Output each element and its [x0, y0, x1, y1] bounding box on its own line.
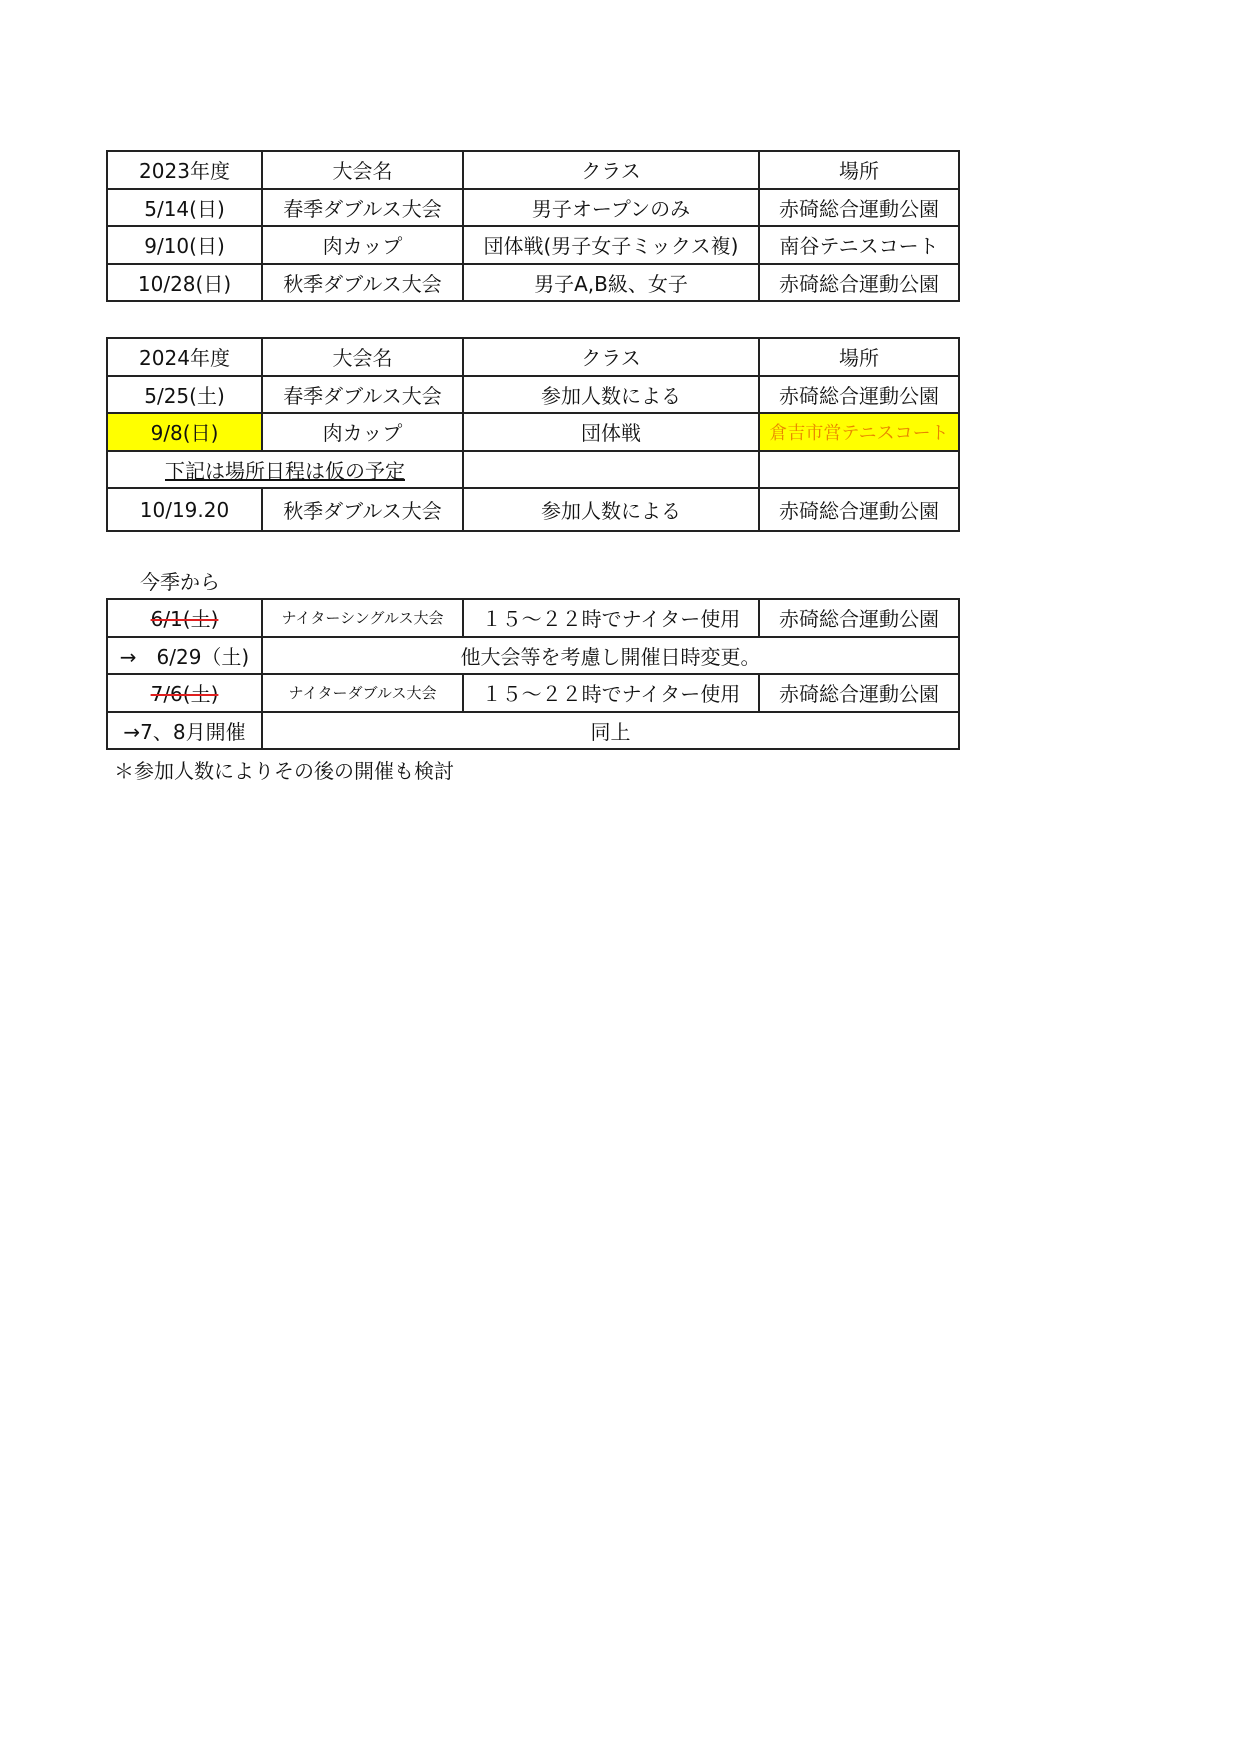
cell-event: 肉カップ	[262, 226, 463, 264]
struck-date: 7/6(土)	[150, 682, 219, 707]
cell-place: 南谷テニスコート	[759, 226, 959, 264]
table-row	[107, 488, 959, 531]
table-2023	[106, 150, 960, 302]
header-year: 2023年度	[107, 151, 262, 189]
cell-time: １５～２２時でナイター使用	[463, 599, 759, 637]
table-header-row	[107, 151, 959, 189]
cell-event: 肉カップ	[262, 413, 463, 451]
cell-date: 5/14(日)	[107, 189, 262, 227]
table-row	[107, 674, 959, 712]
table-2024	[106, 337, 960, 532]
header-event: 大会名	[262, 338, 463, 376]
header-class: クラス	[463, 151, 759, 189]
tentative-note-text: 下記は場所日程は仮の予定	[165, 458, 405, 483]
cell-date-highlighted: 9/8(日)	[107, 413, 262, 451]
cell-date: 10/28(日)	[107, 264, 262, 302]
cell-date: 9/10(日)	[107, 226, 262, 264]
header-class: クラス	[463, 338, 759, 376]
header-place: 場所	[759, 338, 959, 376]
struck-date: 6/1(土)	[150, 607, 219, 632]
tentative-note	[107, 451, 463, 489]
table-row	[107, 599, 959, 637]
cell-date: 5/25(土)	[107, 376, 262, 414]
table-row	[107, 226, 959, 264]
cell-event: 秋季ダブルス大会	[262, 264, 463, 302]
table-night-events	[106, 598, 960, 750]
cell-class: 団体戦(男子女子ミックス複)	[463, 226, 759, 264]
cell-event: ナイターダブルス大会	[262, 674, 463, 712]
cell-place: 赤碕総合運動公園	[759, 264, 959, 302]
cell-empty	[759, 451, 959, 489]
cell-place: 赤碕総合運動公園	[759, 488, 959, 531]
cell-class: 参加人数による	[463, 488, 759, 531]
season-label: 今季から	[140, 570, 220, 594]
cell-place: 赤碕総合運動公園	[759, 376, 959, 414]
table-row	[107, 264, 959, 302]
cell-event: 秋季ダブルス大会	[262, 488, 463, 531]
cell-summer-date: →7、8月開催	[107, 712, 262, 750]
table-row	[107, 376, 959, 414]
header-place: 場所	[759, 151, 959, 189]
cell-date-cancelled	[107, 674, 262, 712]
cell-same-as-above: 同上	[262, 712, 959, 750]
cell-place: 赤碕総合運動公園	[759, 674, 959, 712]
cell-empty	[463, 451, 759, 489]
table-row	[107, 189, 959, 227]
header-event: 大会名	[262, 151, 463, 189]
table-row	[107, 712, 959, 750]
cell-change-note: 他大会等を考慮し開催日時変更。	[262, 637, 959, 675]
cell-class: 男子A,B級、女子	[463, 264, 759, 302]
cell-place: 赤碕総合運動公園	[759, 189, 959, 227]
cell-place: 赤碕総合運動公園	[759, 599, 959, 637]
cell-event: ナイターシングルス大会	[262, 599, 463, 637]
cell-class: 団体戦	[463, 413, 759, 451]
table-row	[107, 637, 959, 675]
table-row	[107, 413, 959, 451]
cell-event: 春季ダブルス大会	[262, 189, 463, 227]
cell-place-highlighted: 倉吉市営テニスコート	[759, 413, 959, 451]
cell-class: 参加人数による	[463, 376, 759, 414]
cell-new-date: → 6/29（土)	[107, 637, 262, 675]
cell-date-cancelled	[107, 599, 262, 637]
tentative-note-row	[107, 451, 959, 489]
cell-event: 春季ダブルス大会	[262, 376, 463, 414]
cell-class: 男子オープンのみ	[463, 189, 759, 227]
cell-date: 10/19.20	[107, 488, 262, 531]
table-header-row	[107, 338, 959, 376]
header-year: 2024年度	[107, 338, 262, 376]
footnote: ＊参加人数によりその後の開催も検討	[114, 759, 454, 783]
cell-time: １５～２２時でナイター使用	[463, 674, 759, 712]
